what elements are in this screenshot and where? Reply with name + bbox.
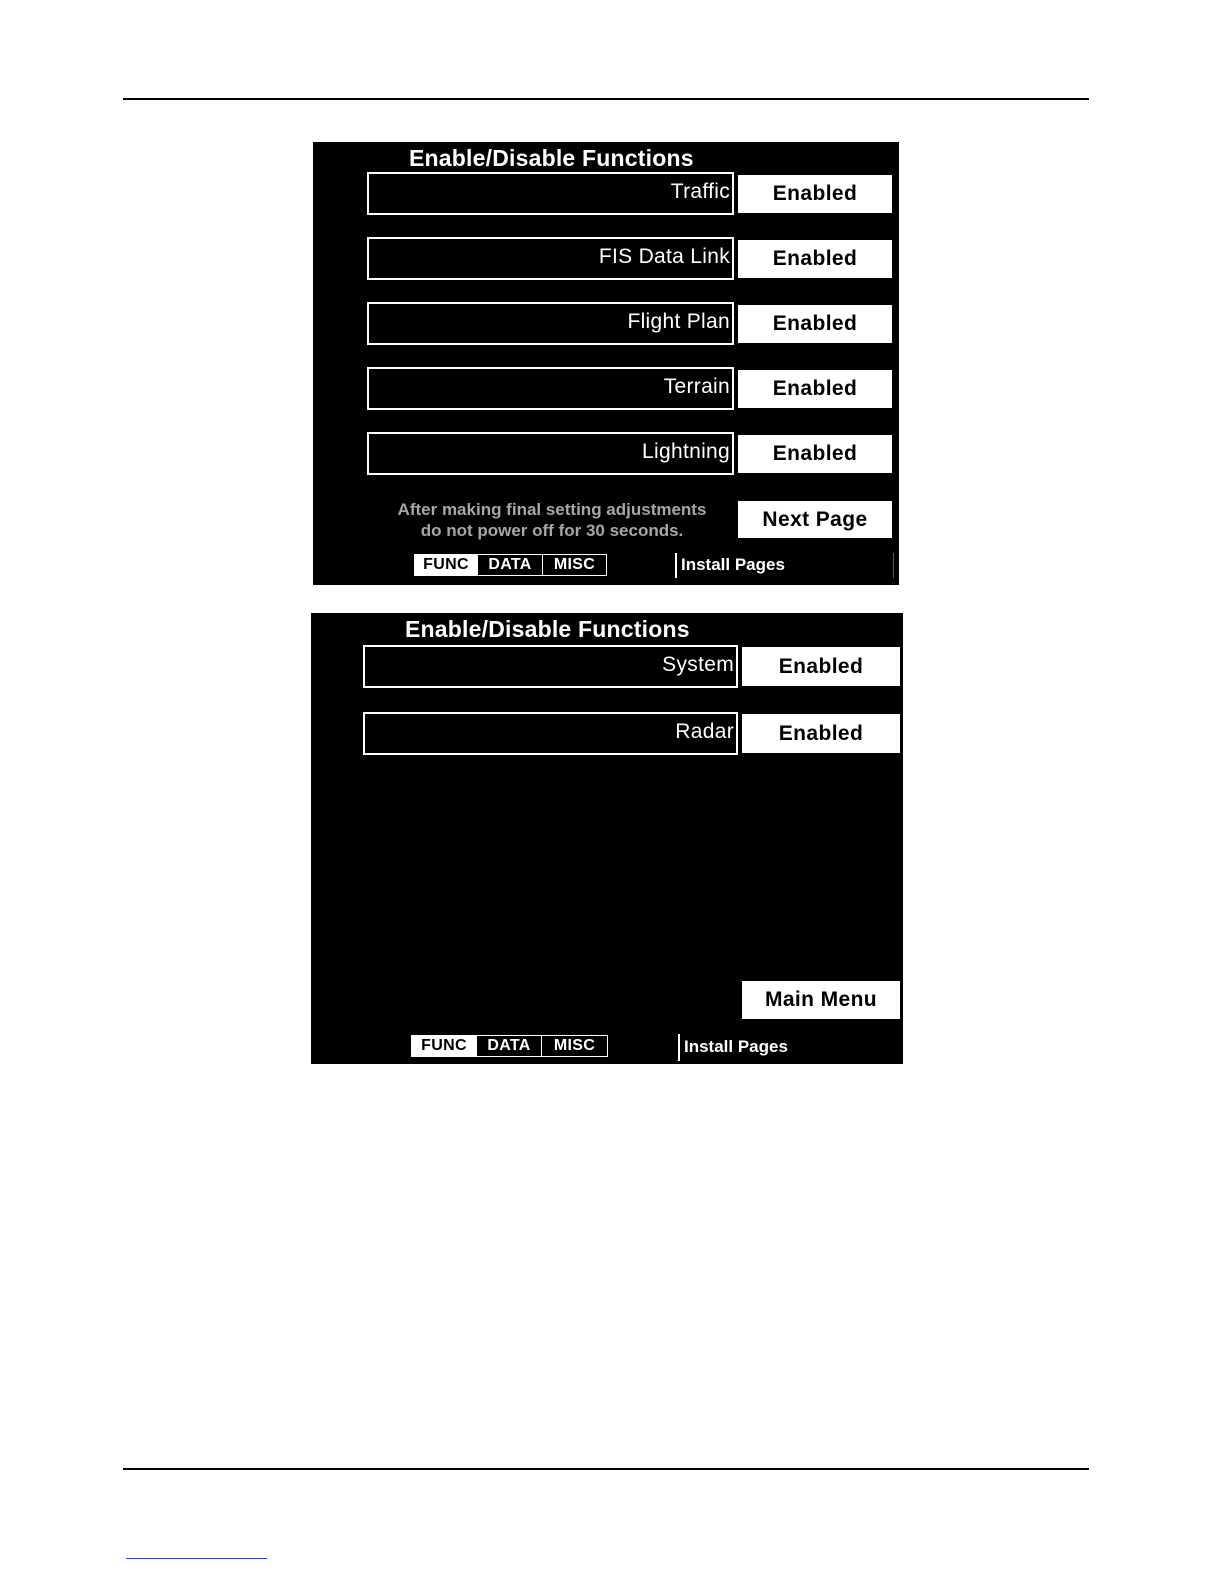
function-label-text: Lightning [642,439,730,463]
screen-title: Enable/Disable Functions [405,616,690,642]
screen-title: Enable/Disable Functions [409,145,694,171]
header-rule [123,98,1089,100]
flight-plan-toggle-button[interactable]: Enabled [738,305,892,343]
radar-toggle-button[interactable]: Enabled [742,714,900,753]
enable-disable-screen-page-2 [311,613,903,1064]
function-label-text: Terrain [663,374,730,398]
function-label-text: Traffic [670,179,730,203]
right-edge-separator [893,553,894,578]
function-label-traffic [367,172,734,215]
footer-link-underline [126,1558,267,1559]
function-label-text: FIS Data Link [598,244,730,268]
terrain-toggle-button[interactable]: Enabled [738,370,892,408]
lightning-toggle-button[interactable]: Enabled [738,435,892,473]
tab-func[interactable]: FUNC [411,1035,477,1057]
page-tabs [414,554,607,576]
install-pages-link[interactable]: Install Pages [681,555,785,574]
function-label-text: Radar [675,719,734,743]
footer-rule [123,1468,1089,1470]
function-label-flight-plan [367,302,734,345]
install-separator [678,1034,680,1061]
page-tabs [411,1035,608,1057]
tab-func[interactable]: FUNC [414,554,478,576]
fis-data-link-toggle-button[interactable]: Enabled [738,240,892,278]
power-off-warning [375,499,729,541]
next-page-button[interactable]: Next Page [738,501,892,538]
function-label-fis-data-link [367,237,734,280]
enable-disable-screen-page-1 [313,142,899,585]
install-separator [675,553,677,578]
warning-line-1: After making final setting adjustments [397,500,707,519]
function-label-radar [363,712,738,755]
tab-data[interactable]: DATA [478,554,543,576]
function-label-terrain [367,367,734,410]
function-label-lightning [367,432,734,475]
function-label-system [363,645,738,688]
tab-misc[interactable]: MISC [543,554,607,576]
function-label-text: Flight Plan [627,309,730,333]
system-toggle-button[interactable]: Enabled [742,647,900,686]
main-menu-button[interactable]: Main Menu [742,981,900,1019]
tab-misc[interactable]: MISC [542,1035,608,1057]
install-pages-link[interactable]: Install Pages [684,1037,788,1056]
tab-data[interactable]: DATA [477,1035,542,1057]
warning-line-2: do not power off for 30 seconds. [420,521,684,540]
function-label-text: System [662,652,734,676]
traffic-toggle-button[interactable]: Enabled [738,175,892,213]
